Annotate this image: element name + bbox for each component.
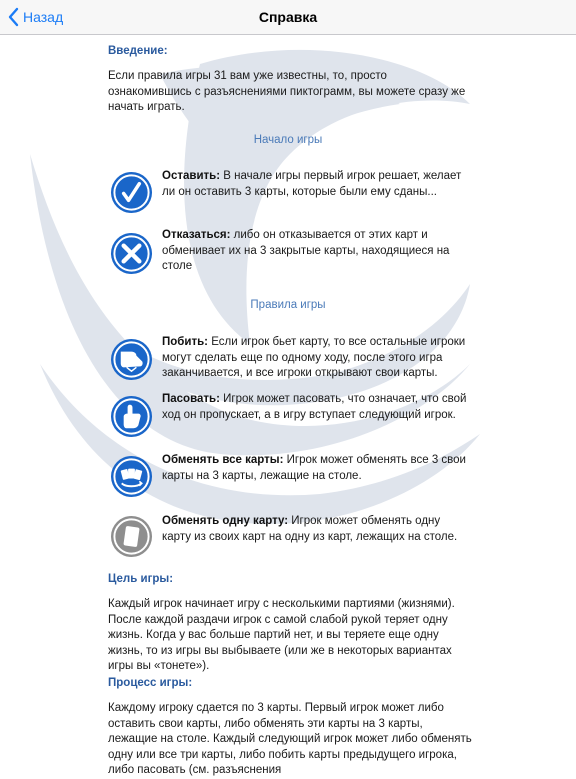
section-title-start: Начало игры: [253, 134, 323, 146]
goal-heading: Цель игры:: [108, 573, 174, 585]
process-text: Каждому игроку сдается по 3 карты. Первый игрок может либо оставить свои карты, либо обменять эти карты на 3 карты, лежащие на столе. Каждый следующий игрок может либо обменять одну или все три карты, либо побить карты предыдущего игрока, либо пасовать (см. разъяснения: [108, 702, 472, 776]
knock-hand-icon: [110, 338, 153, 381]
pass-hand-icon: [110, 395, 153, 438]
swap-all-cards-icon: [110, 455, 153, 498]
cross-icon: [110, 232, 153, 275]
nav-bar: [0, 0, 576, 35]
intro-heading: Введение:: [108, 45, 168, 57]
rule-item-keep: Оставить: В начале игры первый игрок решает, желает ли он оставить 3 карты, которые были ему сданы...: [162, 170, 462, 198]
rule-item-decline: Отказаться: либо он отказывается от этих карт и обменивает их на 3 закрытые карты, находящиеся на столе: [162, 229, 450, 272]
back-label: Назад: [23, 9, 64, 25]
rule-item-swap-one: Обменять одну карту: Игрок может обменять одну карту из своих карт на одну из карт, лежащих на столе.: [162, 515, 458, 543]
checkmark-icon: [110, 171, 153, 214]
process-heading: Процесс игры:: [108, 677, 193, 689]
swap-one-card-icon: [110, 515, 153, 558]
rule-item-swap-all: Обменять все карты: Игрок может обменять все 3 свои карты на 3 карты, лежащие на столе.: [162, 454, 466, 482]
help-content[interactable]: [0, 34, 576, 776]
rule-item-pass: Пасовать: Игрок может пасовать, что означает, что свой ход он пропускает, а в игру вступает следующий игрок.: [162, 393, 467, 421]
page-title: Справка: [258, 9, 318, 25]
intro-text: Если правила игры 31 вам уже известны, то, просто ознакомившись с разъяснениями пиктограмм, вы можете сразу же начать играть.: [108, 70, 466, 113]
section-title-rules: Правила игры: [250, 299, 326, 311]
goal-text: Каждый игрок начинает игру с несколькими партиями (жизнями). После каждой раздачи игрок с самой слабой рукой теряет одну жизнь. Когда у вас больше партий нет, и вы теряете еще одну жизнь, то из игры вы выбываете (или же в некоторых вариантах игры вы «тонете»).: [108, 598, 455, 672]
rule-item-knock: Побить: Если игрок бьет карту, то все остальные игроки могут сделать еще по одному ходу, после этого игра заканчивается, и все игроки открывают свои карты.: [162, 336, 466, 379]
